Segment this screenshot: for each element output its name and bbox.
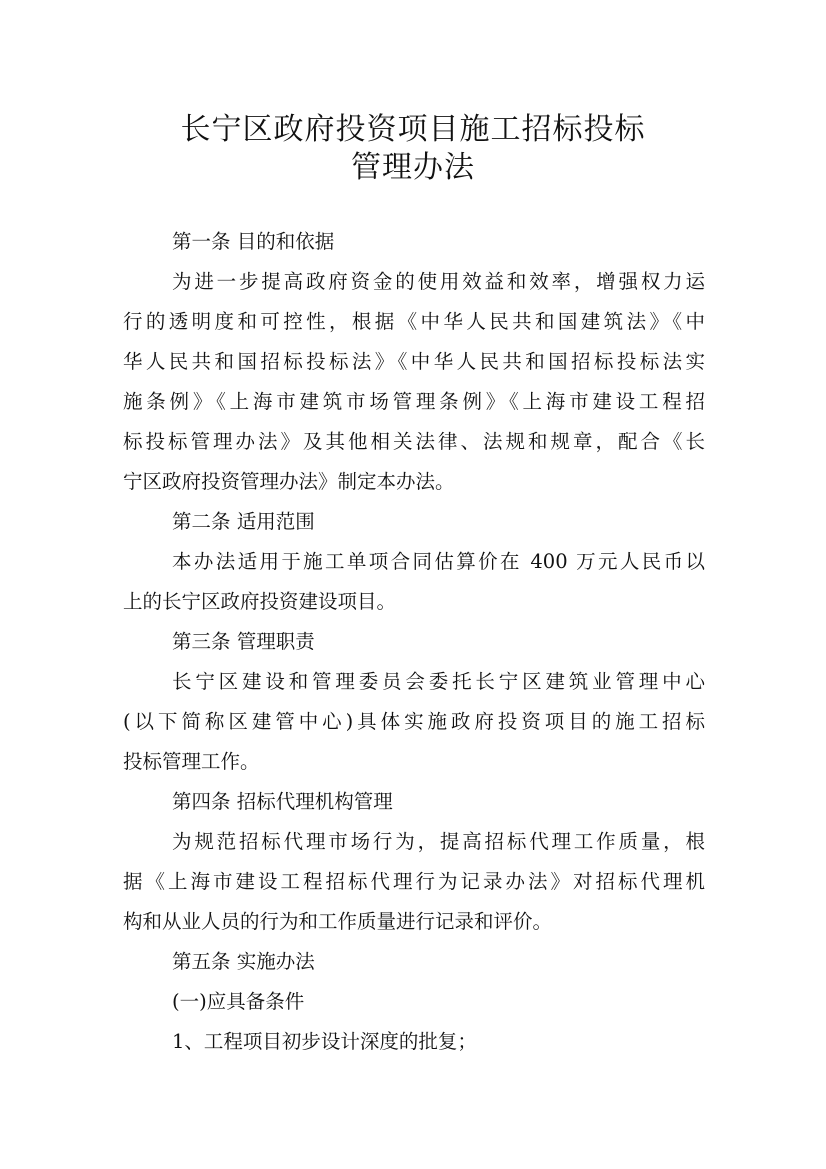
text-line: (一)应具备条件 xyxy=(172,990,305,1013)
document-body xyxy=(123,228,705,1068)
text-line: 第一条 目的和依据 xyxy=(172,230,335,253)
text-line: 宁区政府投资管理办法》制定本办法。 xyxy=(123,470,455,493)
text-line: 长宁区建设和管理委员会委托长宁区建筑业管理中心 xyxy=(172,670,705,693)
text-line: 上的长宁区政府投资建设项目。 xyxy=(123,590,397,613)
text-line: 投标管理工作。 xyxy=(123,750,260,773)
text-line: 华人民共和国招标投标法》《中华人民共和国招标投标法实 xyxy=(123,350,705,373)
text-line: 本办法适用于施工单项合同估算价在 400 万元人民币以 xyxy=(172,550,705,573)
text-line: 标投标管理办法》及其他相关法律、法规和规章，配合《长 xyxy=(123,430,705,453)
text-line: 第三条 管理职责 xyxy=(172,630,315,653)
text-line: 施条例》《上海市建筑市场管理条例》《上海市建设工程招 xyxy=(123,390,705,413)
text-line: 第四条 招标代理机构管理 xyxy=(172,790,393,813)
text-line: 为进一步提高政府资金的使用效益和效率，增强权力运 xyxy=(172,270,705,293)
text-line: 构和从业人员的行为和工作质量进行记录和评价。 xyxy=(123,910,553,933)
document-title-line-2: 管理办法 xyxy=(351,150,475,185)
text-line: 第二条 适用范围 xyxy=(172,510,315,533)
text-line: 为规范招标代理市场行为，提高招标代理工作质量，根 xyxy=(172,830,705,853)
text-line: (以下简称区建管中心)具体实施政府投资项目的施工招标 xyxy=(123,710,705,733)
text-line: 据《上海市建设工程招标代理行为记录办法》对招标代理机 xyxy=(123,870,705,893)
text-line: 1、工程项目初步设计深度的批复； xyxy=(172,1030,477,1053)
document-title-line-1: 长宁区政府投资项目施工招标投标 xyxy=(180,112,646,147)
text-line: 第五条 实施办法 xyxy=(172,950,315,973)
text-line: 行的透明度和可控性，根据《中华人民共和国建筑法》《中 xyxy=(123,310,705,333)
